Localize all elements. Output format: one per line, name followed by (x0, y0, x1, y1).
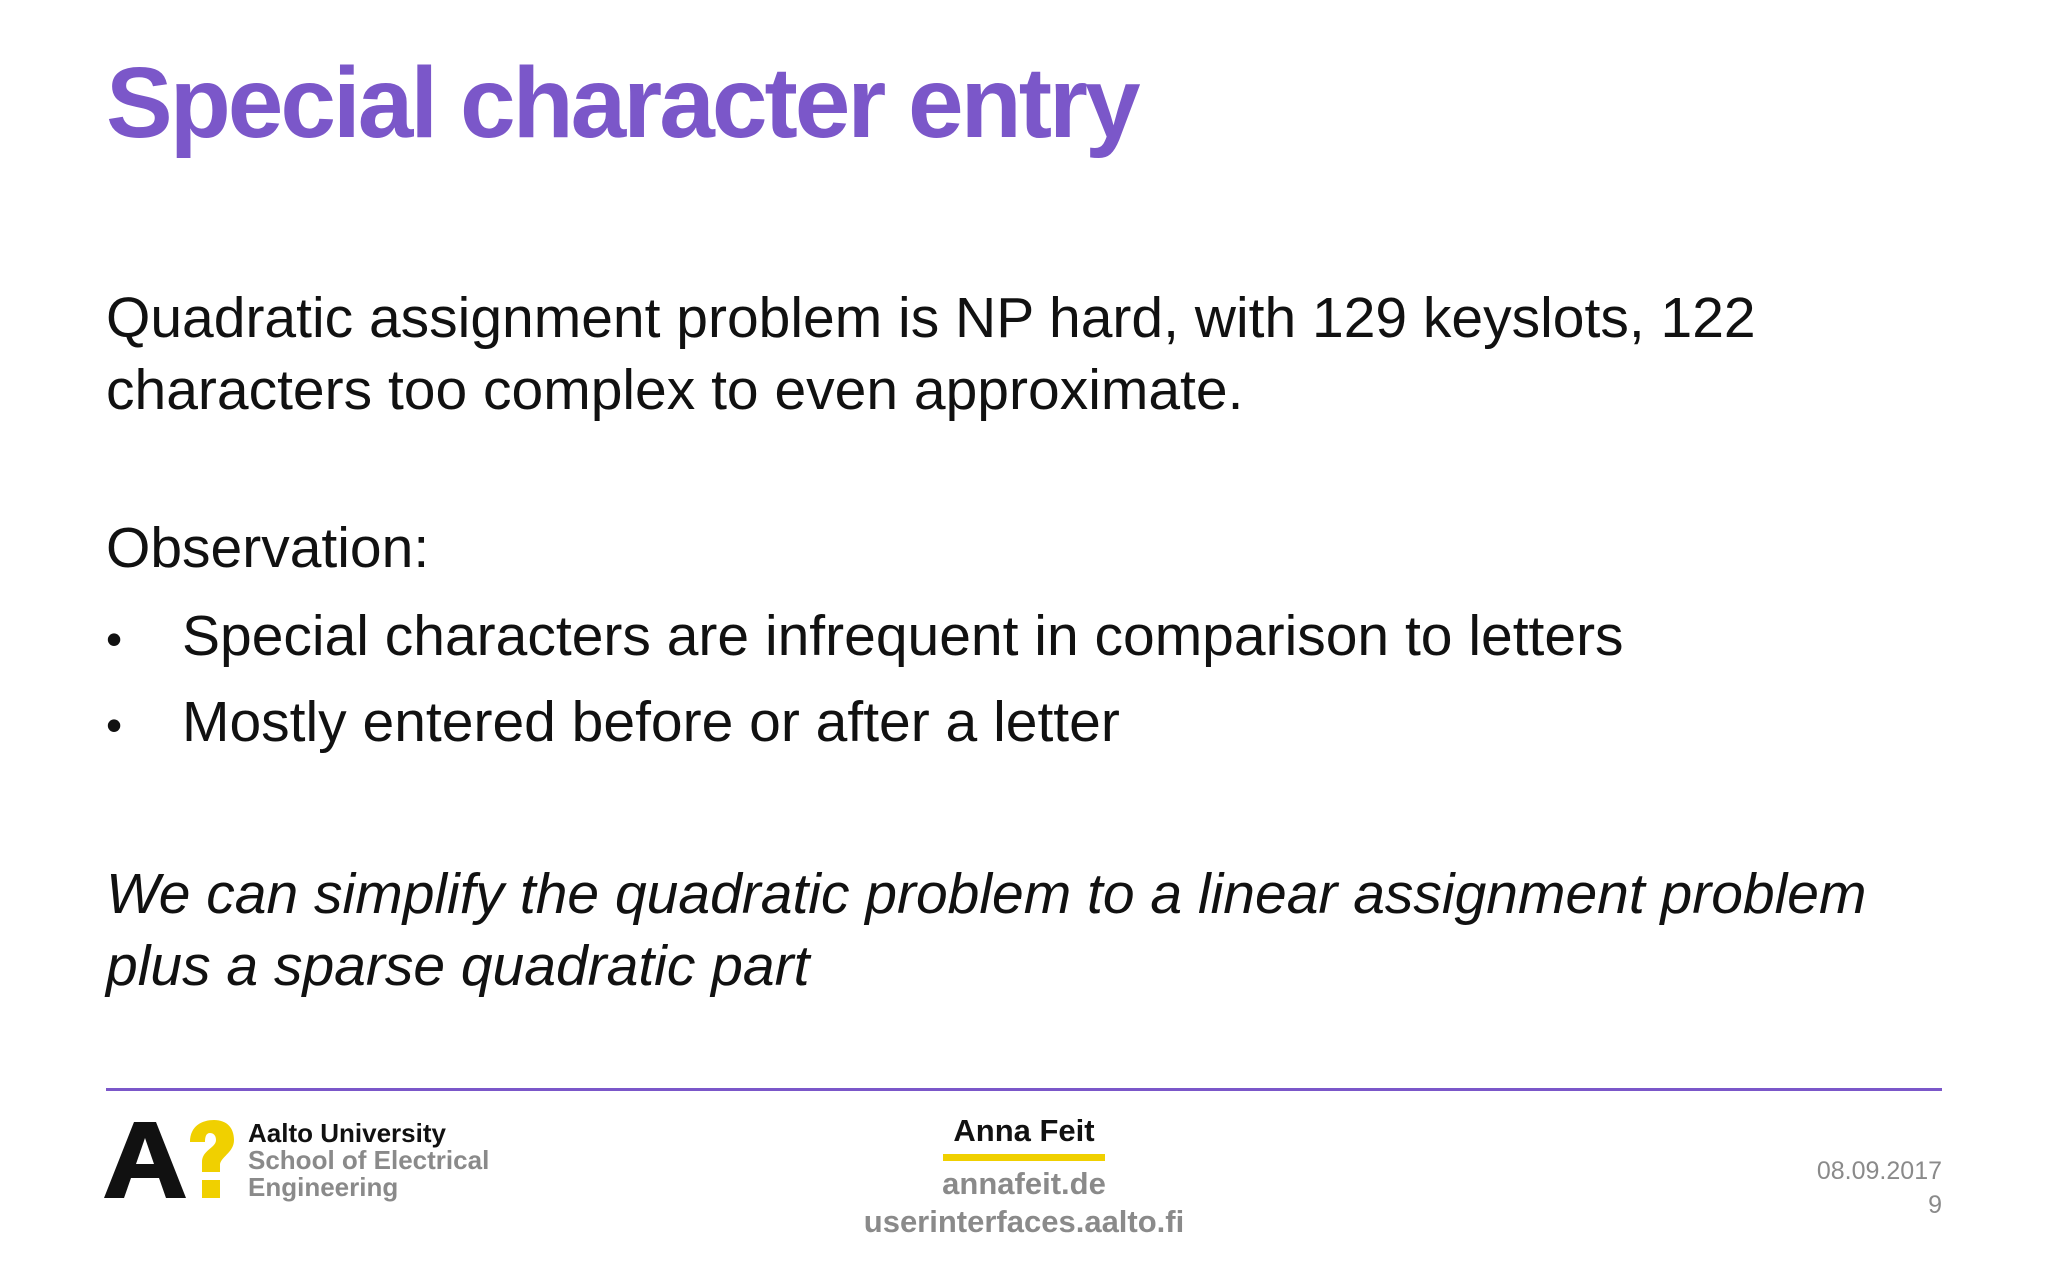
school-name-line2: Engineering (248, 1172, 399, 1202)
page-number: 9 (1928, 1191, 1942, 1219)
presenter-block (744, 1110, 1304, 1241)
list-item (106, 686, 1624, 772)
presenter-name: Anna Feit (953, 1113, 1095, 1148)
bullet-icon: • (106, 613, 123, 665)
university-name: Aalto University (248, 1118, 446, 1148)
conclusion-paragraph: We can simplify the quadratic problem to a linear assignment problem plus a sparse quadratic part (106, 862, 1867, 998)
website-link[interactable]: annafeit.de (942, 1166, 1106, 1201)
university-name-block (248, 1120, 489, 1201)
bullet-icon: • (106, 699, 123, 751)
list-item (106, 600, 1624, 686)
observation-heading: Observation: (106, 516, 430, 580)
footer-divider (106, 1088, 1942, 1091)
bullet-list (106, 600, 1624, 772)
school-name-line1: School of Electrical (248, 1145, 490, 1175)
bullet-text: Special characters are infrequent in comparison to letters (182, 604, 1624, 668)
presenter-underline (943, 1154, 1105, 1161)
slide-meta (1817, 1154, 1942, 1222)
aalto-logo-icon (104, 1120, 234, 1200)
slide-date: 08.09.2017 (1816, 1157, 1942, 1185)
intro-paragraph: Quadratic assignment problem is NP hard, with 129 keyslots, 122 characters too complex to even approximate. (106, 286, 1756, 422)
slide-title: Special character entry (106, 47, 1138, 159)
website-link[interactable]: userinterfaces.aalto.fi (863, 1204, 1185, 1239)
bullet-text: Mostly entered before or after a letter (182, 690, 1120, 754)
